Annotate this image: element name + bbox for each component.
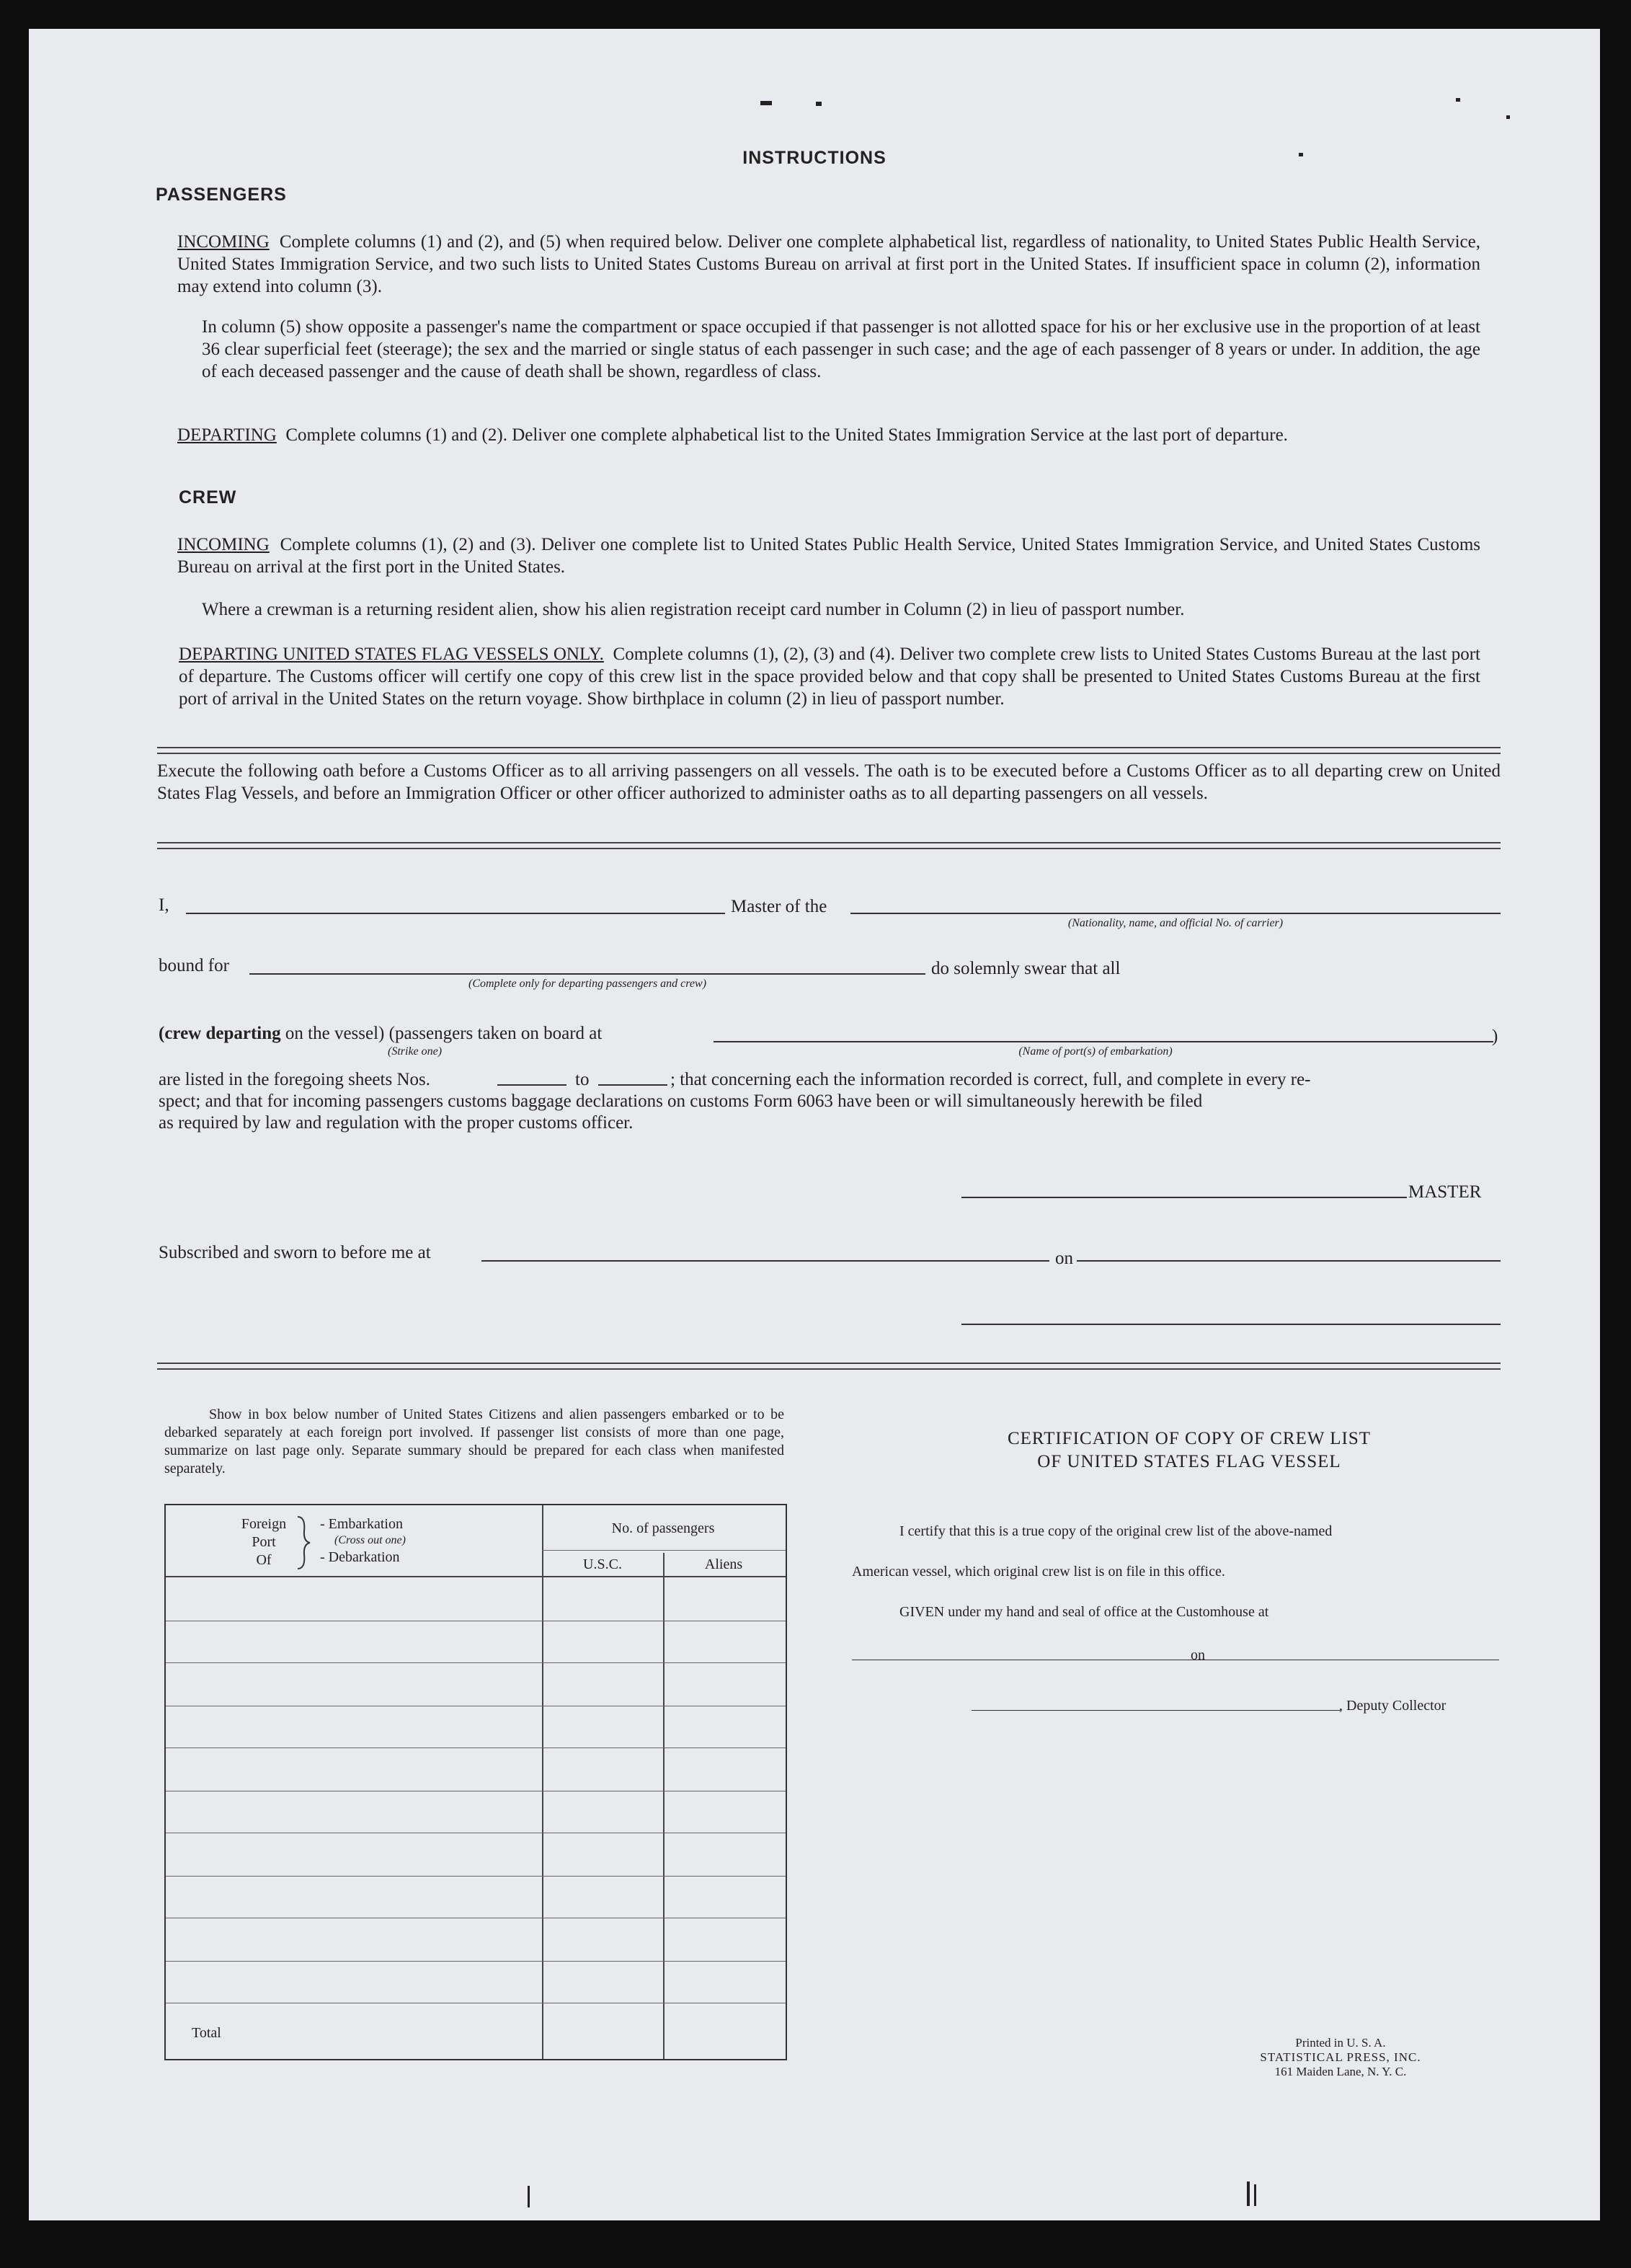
scan-speck — [816, 102, 822, 106]
no-of-passengers-header: No. of passengers — [611, 1520, 715, 1536]
table-header-bottom — [166, 1576, 786, 1577]
scan-speck — [1254, 2184, 1256, 2206]
scan-speck — [528, 2186, 530, 2207]
section-divider — [157, 842, 1501, 849]
section-divider — [157, 747, 1501, 754]
scan-speck — [760, 101, 772, 105]
aliens-header: Aliens — [704, 1556, 743, 1572]
scan-speck — [1456, 98, 1460, 102]
crew-departing-paragraph — [179, 643, 1480, 710]
summary-instructions: Show in box below number of United States Citizens and alien passengers embarked or to be debarked separately at each foreign port involved. If passenger list consists of more than one page, summarize on last page only. Separate summary should be prepared for each class when manifested separately. — [164, 1407, 784, 1476]
bound-for-label: bound for — [159, 956, 229, 975]
sheet-to-field[interactable] — [598, 1084, 667, 1086]
printer-line2: STATISTICAL PRESS, INC. — [1260, 2050, 1421, 2064]
crew-incoming-text: Complete columns (1), (2) and (3). Deliver one complete list to United States Public Health Service, United States Immigration Service, and United States Customs Bureau on arrival at the first port in the United States. — [177, 535, 1480, 577]
oath-i-label: I, — [159, 895, 169, 915]
subscribed-date-field[interactable] — [1077, 1260, 1501, 1262]
table-col-divider — [663, 1553, 665, 2059]
bound-for-field[interactable] — [249, 973, 925, 975]
subscribed-place-field[interactable] — [481, 1260, 1049, 1262]
carrier-hint: (Nationality, name, and official No. of carrier) — [1067, 917, 1284, 929]
debarkation-label: - Debarkation — [320, 1549, 400, 1565]
officer-signature-field[interactable] — [961, 1324, 1501, 1325]
embarkation-field[interactable] — [714, 1041, 1493, 1042]
strike-hint: (Strike one) — [388, 1045, 443, 1058]
listed-line-a — [159, 1068, 430, 1091]
passengers-column5-paragraph: In column (5) show opposite a passenger's name the compartment or space occupied if that passenger is not allotted space for his or her exclusive use in the proportion of at least 36 clear superficial feet (steerage); the sex and the married or single status of each passenger in such case; and the age of each passenger of 8 years or under. In addition, the age of each deceased passenger and the cause of death shall be shown, regardless of class. — [202, 317, 1480, 381]
subscribed-label: Subscribed and sworn to before me at — [159, 1243, 431, 1262]
certification-title-line2: OF UNITED STATES FLAG VESSEL — [1037, 1452, 1341, 1471]
table-col-divider — [542, 1505, 543, 2059]
certification-title-line1: CERTIFICATION OF COPY OF CREW LIST — [1007, 1429, 1372, 1448]
given-text: GIVEN under my hand and seal of office at the Customhouse at — [899, 1604, 1269, 1620]
printer-line3: 161 Maiden Lane, N. Y. C. — [1274, 2065, 1407, 2078]
crew-departing-text: Complete columns (1), (2), (3) and (4). Deliver two complete crew lists to United States Customs Bureau at the last port of departure. The Customs officer will certify one copy of this crew list in the space provided below and that copy shall be presented to United States Customs Bureau at the first port of arrival in the United States on the return voyage. Show birthplace in column (2) in lieu of passport number. — [179, 644, 1481, 709]
certify-text-a: I certify that this is a true copy of the original crew list of the above-named — [899, 1523, 1333, 1539]
listed-b-text: ; that concerning each the information recorded is correct, full, and complete in every re- — [670, 1070, 1311, 1089]
listed-d-text: as required by law and regulation with the proper customs officer. — [159, 1113, 634, 1133]
swear-text: do solemnly swear that all — [931, 959, 1121, 978]
crew-heading: CREW — [179, 487, 237, 508]
cross-out-hint: (Cross out one) — [334, 1534, 406, 1546]
document-page — [29, 29, 1600, 2220]
passengers-departing-paragraph — [177, 424, 1480, 446]
scan-speck — [1247, 2181, 1250, 2206]
usc-header: U.S.C. — [583, 1556, 622, 1572]
carrier-field[interactable] — [850, 913, 1501, 914]
certify-text-b: American vessel, which original crew list is on file in this office. — [852, 1564, 1225, 1580]
passenger-summary-table — [164, 1504, 787, 2060]
deputy-collector-label: , Deputy Collector — [1339, 1698, 1446, 1714]
oath-instructions: Execute the following oath before a Customs Officer as to all arriving passengers on all vessels. The oath is to be executed before a Customs Officer as to all departing crew on United States Flag Vessels, and before an Immigration Officer or other officer authorized to administer oaths as to all departing passengers on all vessels. — [157, 761, 1501, 803]
crew-departing-mid: on the vessel) (passengers taken on board at — [280, 1024, 603, 1043]
printer-imprint — [1218, 2036, 1463, 2079]
master-of-the-label: Master of the — [731, 897, 827, 916]
certification-on-label: on — [1191, 1647, 1205, 1663]
passengers-heading: PASSENGERS — [156, 185, 287, 205]
master-signature-field[interactable] — [961, 1197, 1407, 1198]
table-row-line — [166, 1961, 786, 1962]
foreign-label: Foreign — [241, 1516, 287, 1532]
deputy-signature-field[interactable] — [972, 1710, 1341, 1711]
crew-resident-alien-text: Where a crewman is a returning resident alien, show his alien registration receipt card number in Column (2) in lieu of passport number. — [202, 600, 1185, 619]
listed-c-text: spect; and that for incoming passengers customs baggage declarations on customs Form 6063 have been or will simultaneously herewith be filed — [159, 1091, 1203, 1111]
crew-incoming-paragraph — [177, 533, 1480, 578]
listed-to-label: to — [575, 1070, 590, 1089]
master-name-field[interactable] — [186, 913, 725, 914]
listed-a-text: are listed in the foregoing sheets Nos. — [159, 1070, 430, 1089]
total-label: Total — [192, 2025, 221, 2041]
crew-departing-prefix: (crew departing — [159, 1024, 281, 1043]
close-paren: ) — [1492, 1027, 1498, 1046]
bound-for-hint: (Complete only for departing passengers and crew) — [468, 978, 707, 990]
of-label: Of — [256, 1552, 272, 1568]
sheet-from-field[interactable] — [497, 1084, 566, 1086]
brace-icon — [295, 1515, 313, 1570]
passengers-incoming-label: INCOMING — [177, 232, 270, 252]
passengers-departing-label: DEPARTING — [177, 425, 277, 445]
passengers-incoming-paragraph — [177, 231, 1480, 298]
section-divider — [157, 1363, 1501, 1370]
table-row-line — [166, 1876, 786, 1877]
table-subheader-line — [542, 1550, 786, 1551]
crew-departing-label: DEPARTING UNITED STATES FLAG VESSELS ONLY. — [179, 644, 604, 664]
scan-speck — [1506, 115, 1510, 119]
crew-passengers-line — [159, 1022, 602, 1045]
table-row-line — [166, 1747, 786, 1748]
passengers-incoming-text: Complete columns (1) and (2), and (5) when required below. Deliver one complete alphabetical list, regardless of nationality, to United States Public Health Service, United States Immigration Service, and two such lists to United States Customs Bureau on arrival at first port in the United States. If insufficient space in column (2), information may extend into column (3). — [177, 232, 1481, 296]
port-label: Port — [252, 1534, 276, 1550]
printer-line1: Printed in U. S. A. — [1295, 2036, 1386, 2050]
crew-incoming-label: INCOMING — [177, 535, 270, 554]
embarkation-label: - Embarkation — [320, 1516, 403, 1532]
instructions-title: INSTRUCTIONS — [742, 148, 886, 168]
master-label: MASTER — [1408, 1182, 1482, 1202]
table-row-line — [166, 1662, 786, 1663]
embarkation-hint: (Name of port(s) of embarkation) — [1018, 1045, 1173, 1058]
foreign-port-of-label — [235, 1515, 293, 1569]
passengers-departing-text: Complete columns (1) and (2). Deliver one complete alphabetical list to the United States Immigration Service at the last port of departure. — [285, 425, 1288, 445]
subscribed-on-label: on — [1055, 1249, 1073, 1268]
